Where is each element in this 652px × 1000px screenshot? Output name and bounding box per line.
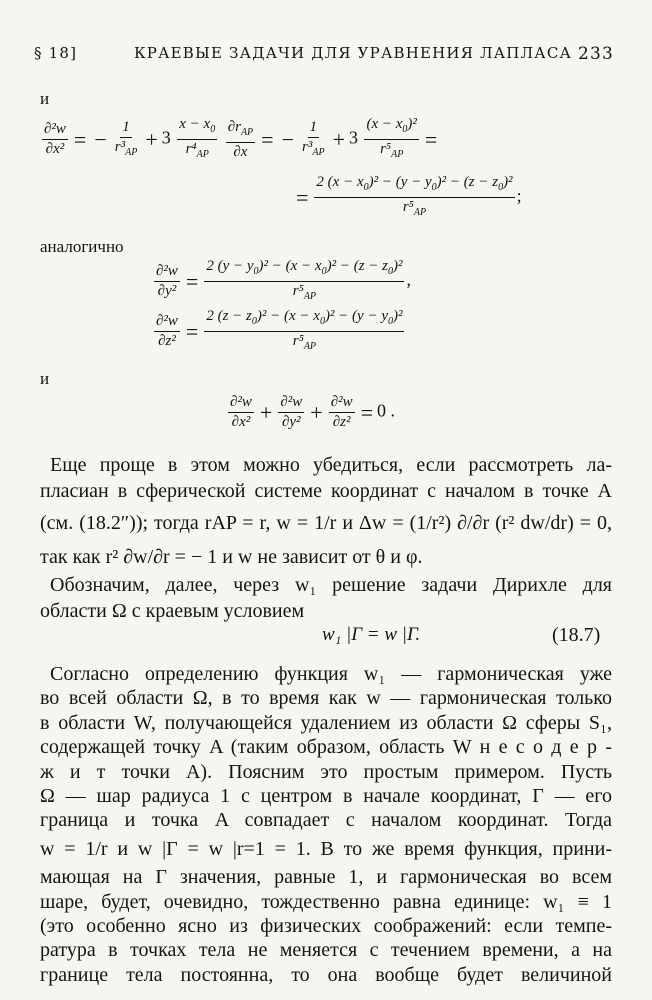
- text-line: так как r² ∂w/∂r = − 1 и w не зависит от θ и φ.: [40, 546, 423, 568]
- paragraph-2: [40, 572, 612, 624]
- equation-1-line-2: = $\frac{2 (x - x_0)^2 - (y - y_0)^2 - (z - z_0)^2}{r^5_{AP}}$ ;: [296, 174, 522, 218]
- text-line: содержащей точку A (таким образом, область W н е с о д е р -: [40, 736, 612, 759]
- section-mark: § 18]: [34, 44, 78, 62]
- text-line: ж и т точки A). Поясним это простым примером. Пусть: [40, 760, 612, 783]
- text-line: граница и точка A совпадает с началом координат. Тогда: [40, 809, 612, 832]
- equation-1-line-1: $\frac{\text{∂²w}}{\text{∂x²}}$ = − $\frac{1}{r^3_{AP}}$ + 3 $\frac{x - x_0}{r^4_{AP}}$ $\frac{\partial r_{AP}}{\partial x}$ = − $\frac{1}{r^3_{AP}}$ + 3 $\frac{(x - x_0)^2}{r^5_{AP}}$ =: [44, 116, 438, 160]
- conjunction-and-2: и: [40, 369, 50, 388]
- text-line: (это особенно ясно из физических соображений: если темпе-: [40, 915, 612, 938]
- text-line: шаре, будет, очевидно, тождественно равна единице: w₁ ≡ 1: [40, 890, 612, 913]
- equation-18-7: w₁ |Γ = w |Γ.: [322, 624, 421, 645]
- text-line: во всей области Ω, в то время как w — гармоническая только: [40, 687, 612, 710]
- equation-3: $\frac{\text{∂²w}}{\text{∂z²}}$ = $\frac{2 (z - z_0)^2 - (x - x_0)^2 - (y - y_0)^2}{r^5_{AP}}$: [156, 308, 403, 352]
- text-line: границе тела постоянна, то она вообще будет величиной: [40, 963, 612, 986]
- text-line: пласиан в сферической системе координат с началом в точке A: [40, 480, 612, 502]
- text-line: Еще проще в этом можно убедиться, если рассмотреть ла-: [50, 454, 612, 476]
- text-line: Согласно определению функция w₁ — гармоническая уже: [50, 663, 612, 685]
- conjunction-and: и: [40, 89, 50, 108]
- equation-number: (18.7): [552, 624, 601, 646]
- page-number: 233: [578, 44, 615, 64]
- word-similarly: аналогично: [40, 237, 124, 256]
- text-line: Обозначим, далее, через w₁ решение задачи Дирихле для: [50, 574, 612, 596]
- paragraph-3: [40, 662, 612, 987]
- text-line: мающая на Γ значения, равные 1, и гармоническая во всем: [40, 866, 612, 889]
- equation-2: $\frac{\text{∂²w}}{\text{∂y²}}$ = $\frac{2 (y - y_0)^2 - (x - x_0)^2 - (z - z_0)^2}{r^5_{AP}}$ ,: [156, 258, 411, 302]
- running-title: КРАЕВЫЕ ЗАДАЧИ ДЛЯ УРАВНЕНИЯ ЛАПЛАСА: [134, 44, 573, 62]
- text-line: (см. (18.2″)); тогда rAP = r, w = 1/r и Δw = (1/r²) ∂/∂r (r² dw/dr) = 0,: [40, 512, 612, 534]
- text-line: в области W, получающейся удалением из области Ω сферы S₁,: [40, 711, 612, 734]
- text-line: Ω — шар радиуса 1 с центром в начале координат, Γ — его: [40, 785, 612, 808]
- equation-4: $\frac{\text{∂²w}}{\text{∂x²}}$ + $\frac{\text{∂²w}}{\text{∂y²}}$ + $\frac{\text{∂²w}}{\text{∂z²}}$ = 0 .: [230, 394, 396, 430]
- text-line: ратура в точках тела не меняется с течением времени, а на: [40, 939, 612, 962]
- text-line: w = 1/r и w |Γ = w |r=1 = 1. В то же время функция, прини-: [40, 837, 612, 860]
- text-line: области Ω с краевым условием: [40, 600, 305, 622]
- paragraph-1: [40, 452, 612, 570]
